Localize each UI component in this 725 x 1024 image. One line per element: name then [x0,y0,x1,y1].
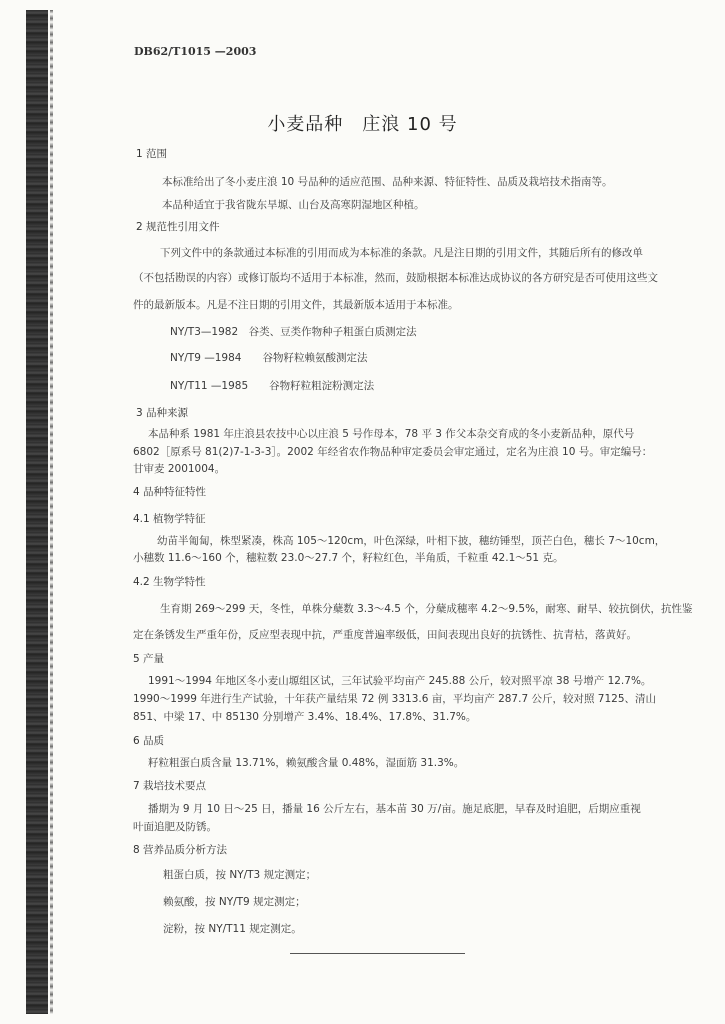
section-4-1-line-2: 小穗数 11.6～160 个，穗粒数 23.0～27.7 个，籽粒红色，半角质，千粒重 42.1～51 克。 [133,552,564,564]
method-item: 淀粉，按 NY/T11 规定测定。 [163,923,302,935]
section-4-heading: 4 品种特征特性 [133,486,207,498]
method-item: 赖氨酸，按 NY/T9 规定测定； [163,896,306,908]
end-rule [290,953,465,955]
section-5-line-3: 851、中梁 17、中 85130 分别增产 3.4%、18.4%、17.8%、31.7%。 [133,711,477,723]
method-item: 粗蛋白质，按 NY/T3 规定测定； [163,869,317,881]
section-2-line-2: （不包括勘误的内容）或修订版均不适用于本标准，然而，鼓励根据本标准达成协议的各方研究是否可使用这些文 [133,272,658,284]
section-5-line-1: 1991～1994 年地区冬小麦山塬组区试，三年试验平均亩产 245.88 公斤，较对照平凉 38 号增产 12.7%。 [148,675,652,687]
section-4-2-heading: 4.2 生物学特性 [133,576,206,588]
section-4-2-line-2: 定在条锈发生严重年份，反应型表现中抗，严重度普遍率级低，田间表现出良好的抗锈性、抗青枯，落黄好。 [133,629,637,641]
section-4-1-line-1: 幼苗半匍匐，株型紧凑，株高 105～120cm，叶色深绿，叶相下披，穗纺锤型，顶芒白色，穗长 7～10cm， [157,535,666,547]
section-5-line-2: 1990～1999 年进行生产试验，十年获产量结果 72 例 3313.6 亩，平均亩产 287.7 公斤，较对照 7125、清山 [133,693,657,705]
section-3-line-1: 本品种系 1981 年庄浪县农技中心以庄浪 5 号作母本，78 平 3 作父本杂交育成的冬小麦新品种，原代号 [148,428,635,440]
section-4-1-heading: 4.1 植物学特征 [133,513,206,525]
section-5-heading: 5 产量 [133,653,165,665]
section-6-line-1: 籽粒粗蛋白质含量 13.71%，赖氨酸含量 0.48%，湿面筋 31.3%。 [148,757,465,769]
section-2-line-3: 件的最新版本。凡是不注日期的引用文件，其最新版本适用于本标准。 [133,299,459,311]
section-3-line-3: 甘审麦 2001004。 [133,463,226,475]
reference-item: NY/T3—1982 谷类、豆类作物种子粗蛋白质测定法 [170,326,417,338]
reference-item: NY/T11 —1985 谷物籽粒粗淀粉测定法 [170,380,375,392]
section-1-para-2: 本品种适宜于我省陇东旱塬、山台及高寒阴湿地区种植。 [162,199,425,211]
binding-edge [26,10,48,1014]
document-title: 小麦品种 庄浪 10 号 [267,114,458,135]
section-7-line-1: 播期为 9 月 10 日～25 日，播量 16 公斤左右，基本苗 30 万/亩。施足底肥，早春及时追肥，后期应重视 [148,803,641,815]
section-7-line-2: 叶面追肥及防锈。 [133,821,217,833]
reference-item: NY/T9 —1984 谷物籽粒赖氨酸测定法 [170,352,368,364]
section-8-heading: 8 营养品质分析方法 [133,844,228,856]
section-2-line-1: 下列文件中的条款通过本标准的引用而成为本标准的条款。凡是注日期的引用文件，其随后所有的修改单 [160,247,643,259]
section-1-heading: 1 范围 [136,148,168,160]
standard-code: DB62/T1015 —2003 [134,45,257,58]
section-3-heading: 3 品种来源 [136,407,189,419]
section-4-2-line-1: 生育期 269～299 天，冬性，单株分蘖数 3.3～4.5 个，分蘖成穗率 4.2～9.5%，耐寒、耐旱、较抗倒伏，抗性鉴 [160,603,693,615]
section-6-heading: 6 品质 [133,735,165,747]
section-7-heading: 7 栽培技术要点 [133,780,207,792]
section-3-line-2: 6802［原系号 81(2)7-1-3-3］。2002 年经省农作物品种审定委员会审定通过，定名为庄浪 10 号。审定编号： [133,446,653,458]
section-1-para-1: 本标准给出了冬小麦庄浪 10 号品种的适应范围、品种来源、特征特性、品质及栽培技术指南等。 [162,176,613,188]
section-2-heading: 2 规范性引用文件 [136,221,220,233]
